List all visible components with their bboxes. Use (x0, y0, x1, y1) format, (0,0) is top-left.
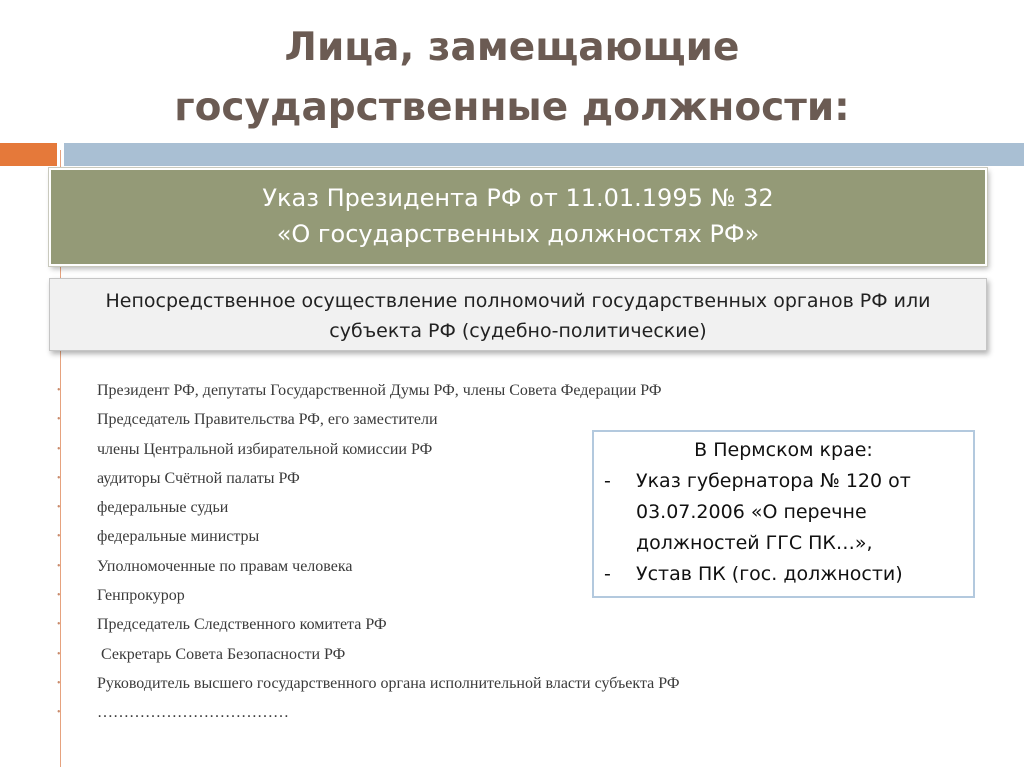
bullet-icon: • (57, 531, 61, 543)
perm-item-line: 03.07.2006 «О перечне (636, 501, 867, 523)
bullet-icon: • (57, 560, 61, 572)
bullet-icon: • (57, 648, 61, 660)
orange-accent-bar (0, 143, 57, 166)
bullet-icon: • (57, 677, 61, 689)
dash-marker: - (604, 563, 611, 585)
bullet-icon: • (57, 414, 61, 426)
decree-line-1: Указ Президента РФ от 11.01.1995 № 32 (262, 184, 774, 212)
list-item-text: ……………………………… (97, 704, 289, 722)
list-item-text: Президент РФ, депутаты Государственной Думы РФ, члены Совета Федерации РФ (97, 382, 662, 399)
list-item (57, 376, 827, 405)
bullet-icon: • (57, 472, 61, 484)
blue-accent-bar (64, 143, 1024, 166)
list-item (57, 669, 827, 698)
list-item-text: Председатель Следственного комитета РФ (97, 616, 387, 634)
list-item (57, 640, 827, 669)
perm-item-line: Устав ПК (гос. должности) (636, 563, 903, 585)
perm-item-line: Указ губернатора № 120 от (636, 470, 911, 492)
list-item-text: Руководитель высшего государственного органа исполнительной власти субъекта РФ (97, 674, 680, 692)
bullet-icon: • (57, 590, 61, 602)
list-item-text: Уполномоченные по правам человека (97, 557, 353, 575)
list-item (57, 610, 827, 639)
decree-line-2: «О государственных должностях РФ» (276, 220, 760, 248)
list-item-text: федеральные судьи (97, 499, 229, 517)
list-item-text: аудиторы Счётной палаты РФ (97, 469, 300, 487)
list-item-text: Председатель Правительства РФ, его заместители (97, 411, 438, 429)
bullet-icon: • (57, 502, 61, 514)
perm-item-line: должностей ГГС ПК…», (636, 532, 873, 554)
bullet-icon: • (57, 707, 61, 719)
list-item-text: члены Центральной избирательной комиссии РФ (97, 440, 433, 458)
perm-region-box (592, 430, 975, 598)
list-item-text: федеральные министры (97, 528, 260, 546)
perm-heading: В Пермском крае: (694, 439, 873, 461)
dash-marker: - (604, 470, 611, 492)
bullet-icon: • (57, 443, 61, 455)
slide-title-line-2: государственные должности: (174, 85, 850, 130)
powers-description-box (49, 278, 987, 351)
list-item (57, 698, 827, 727)
list-item-text: Генпрокурор (97, 587, 185, 605)
perm-item-charter (604, 559, 963, 590)
list-item-text: Секретарь Совета Безопасности РФ (97, 645, 346, 663)
decree-banner (49, 168, 987, 266)
bullet-icon: • (57, 619, 61, 631)
powers-line-2: субъекта РФ (судебно-политические) (329, 320, 707, 342)
powers-line-1: Непосредственное осуществление полномочий государственных органов РФ или (105, 290, 931, 312)
perm-item-governor-decree (604, 466, 963, 559)
slide-title (0, 18, 1024, 138)
slide-title-line-1: Лица, замещающие (284, 25, 740, 70)
bullet-icon: • (57, 385, 61, 396)
